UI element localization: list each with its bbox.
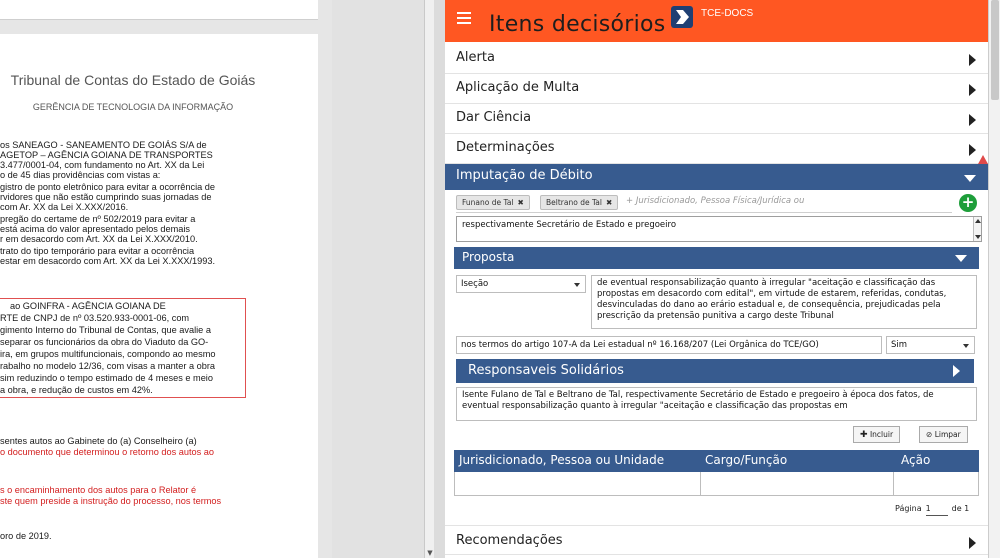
- doc-line: r em desacordo com Art. XX da Lei X.XXX/2010.: [0, 234, 198, 244]
- responsibles-table-body: [454, 472, 979, 496]
- item-label: Recomendações: [456, 533, 563, 548]
- chevron-right-icon: [969, 114, 976, 126]
- previous-page: [0, 0, 318, 20]
- doc-line: rabalho no modelo 12/36, com visas a manter a obra: [0, 361, 216, 371]
- item-label: Dar Ciência: [456, 110, 532, 125]
- dropdown-arrow-icon: [574, 283, 580, 287]
- doc-line: sim reduzindo o tempo estimado de 4 meses e meio: [0, 373, 213, 383]
- doc-line: está acima do valor apresentado pelos demais: [0, 224, 190, 234]
- item-label: Aplicação de Multa: [456, 80, 580, 95]
- doc-line: AGETOP – AGÊNCIA GOIANA DE TRANSPORTES: [0, 150, 213, 160]
- document-page: [0, 34, 318, 558]
- scrollbar-thumb[interactable]: [991, 0, 999, 100]
- pager-total: de 1: [951, 504, 970, 513]
- include-button[interactable]: [853, 426, 900, 443]
- proposal-text-field[interactable]: de eventual responsabilização quanto à irregular "aceitação e classificação das propostas em desacordo com edital", em virtude de estarem, referidas, condutas, desvinculadas do dano ao erário estadual e, de consequência, prejudicadas pela prescrição da pretensão punitiva a cargo deste Tribunal: [591, 275, 977, 329]
- doc-line: separar os funcionários da obra do Viaduto da GO-: [0, 337, 209, 347]
- doc-line: ao GOINFRA - AGÊNCIA GOIANA DE: [10, 301, 166, 311]
- column-divider: [700, 472, 701, 495]
- document-viewer[interactable]: [0, 0, 332, 558]
- chevron-down-icon: [964, 175, 976, 182]
- doc-line: o documento que determinou o retorno dos autos ao: [0, 447, 215, 457]
- page-input[interactable]: 1: [926, 504, 948, 516]
- remove-tag-icon[interactable]: ✖: [517, 198, 524, 207]
- section-label: Responsaveis Solidários: [468, 363, 624, 378]
- doc-header-subtitle: GERÊNCIA DE TECNOLOGIA DA INFORMAÇÃO: [32, 102, 234, 112]
- item-label: Alerta: [456, 50, 495, 65]
- item-alerta[interactable]: [445, 44, 988, 74]
- item-determinacoes[interactable]: [445, 134, 988, 164]
- document-scrollbar[interactable]: [424, 0, 434, 558]
- doc-line: gistro de ponto eletrônico para evitar a ocorrência de: [0, 182, 216, 192]
- doc-line: rvidores que não estão cumprindo suas jornadas de: [0, 192, 212, 202]
- responsibles-table-header: [454, 450, 979, 472]
- pagination: [895, 504, 969, 516]
- scroll-down-icon[interactable]: ▼: [427, 549, 433, 557]
- item-dar-ciencia[interactable]: [445, 104, 988, 134]
- doc-line: gimento Interno do Tribunal de Contas, que avalie a: [0, 325, 211, 335]
- chevron-right-icon: [969, 144, 976, 156]
- chevron-right-icon: [969, 84, 976, 96]
- pager-label: Página: [895, 504, 922, 513]
- legal-basis-select[interactable]: [456, 336, 882, 354]
- doc-line: pregão do certame de nº 502/2019 para evitar a: [0, 214, 196, 224]
- column-header: Cargo/Função: [705, 453, 788, 467]
- menu-icon[interactable]: [457, 12, 471, 24]
- plus-icon: ✚: [860, 430, 868, 440]
- proposta-section[interactable]: [454, 247, 979, 269]
- textarea-scrollbar[interactable]: [973, 217, 981, 241]
- top-bar: [445, 0, 988, 42]
- doc-line: a obra, e redução de custos em 42%.: [0, 385, 153, 395]
- doc-header-title: Tribunal de Contas do Estado de Goiás: [10, 72, 256, 88]
- item-aplicacao-de-multa[interactable]: [445, 74, 988, 104]
- page-title: Itens decisórios: [489, 12, 666, 37]
- item-label: Imputação de Débito: [456, 168, 593, 183]
- doc-line: ste quem preside a instrução do processo, nos termos: [0, 496, 222, 506]
- tag-label: Beltrano de Tal: [546, 198, 602, 207]
- warning-icon: [978, 155, 988, 164]
- doc-line: sentes autos ao Gabinete do (a) Conselheiro (a): [0, 436, 197, 446]
- doc-line: o de 45 dias providências com vistas a:: [0, 170, 161, 180]
- doc-line: RTE de CNPJ de nº 03.520.933-0001-06, com: [0, 313, 190, 323]
- tag-chip: [456, 195, 530, 210]
- doc-line: com Ar. XX da Lei X.XXX/2016.: [0, 202, 129, 212]
- viewer-gutter: [332, 0, 424, 558]
- tag-chip: [540, 195, 618, 210]
- brand-name: TCE-DOCS: [701, 8, 754, 19]
- remove-tag-icon[interactable]: ✖: [605, 198, 613, 207]
- chevron-right-icon: [953, 365, 960, 377]
- chevron-right-icon: [969, 537, 976, 549]
- clear-button[interactable]: [919, 426, 968, 443]
- proposal-type-select[interactable]: [456, 275, 586, 293]
- tags-placeholder[interactable]: + Jurisdicionado, Pessoa Física/Jurídica ou: [626, 196, 805, 206]
- panel-scrollbar[interactable]: [988, 0, 1000, 558]
- select-value: Iseção: [461, 279, 489, 289]
- section-label: Proposta: [462, 250, 515, 264]
- column-header: Ação: [901, 453, 931, 467]
- solidary-text-field[interactable]: Isente Fulano de Tal e Beltrano de Tal, respectivamente Secretário de Estado e pregoeiro à época dos fatos, de eventual responsabilização quanto à irregular "aceitação e classificação das propostas em: [456, 387, 977, 421]
- item-recomendacoes[interactable]: [445, 525, 988, 555]
- yes-no-select[interactable]: [886, 336, 975, 354]
- tag-label: Funano de Tal: [462, 198, 514, 207]
- doc-line: oro de 2019.: [0, 531, 52, 541]
- item-imputacao-de-debito[interactable]: [445, 164, 988, 190]
- doc-line: s o encaminhamento dos autos para o Relator é: [0, 485, 197, 495]
- responsaveis-solidarios-section[interactable]: [456, 359, 974, 383]
- dropdown-arrow-icon: [963, 344, 969, 348]
- select-value: nos termos do artigo 107-A da Lei estadual nº 16.168/207 (Lei Orgânica do TCE/GO): [461, 340, 819, 350]
- doc-line: ira, em grupos multifuncionais, compondo ao mesmo: [0, 349, 216, 359]
- tce-docs-logo-icon: [671, 6, 693, 28]
- add-responsible-button[interactable]: +: [959, 194, 977, 212]
- column-header: Jurisdicionado, Pessoa ou Unidade: [459, 453, 665, 467]
- chevron-down-icon: [955, 255, 967, 262]
- button-label: Incluir: [869, 430, 894, 439]
- doc-line: trato do tipo temporário para evitar a ocorrência: [0, 246, 195, 256]
- button-label: Limpar: [934, 430, 961, 439]
- doc-line: os SANEAGO - SANEAMENTO DE GOIÁS S/A de: [0, 140, 207, 150]
- item-label: Determinações: [456, 140, 555, 155]
- responsible-tags-input[interactable]: [456, 193, 952, 213]
- field-text: respectivamente Secretário de Estado e pregoeiro: [462, 220, 677, 230]
- decision-items-panel: [445, 0, 988, 558]
- chevron-right-icon: [969, 54, 976, 66]
- select-value: Sim: [891, 340, 908, 350]
- responsible-description-field[interactable]: [456, 216, 982, 242]
- column-divider: [893, 472, 894, 495]
- doc-line: estar em desacordo com Art. XX da Lei X.XXX/1993.: [0, 256, 215, 266]
- clear-icon: ⊘: [926, 430, 933, 439]
- doc-line: 3.477/0001-04, com fundamento no Art. XX da Lei: [0, 160, 205, 170]
